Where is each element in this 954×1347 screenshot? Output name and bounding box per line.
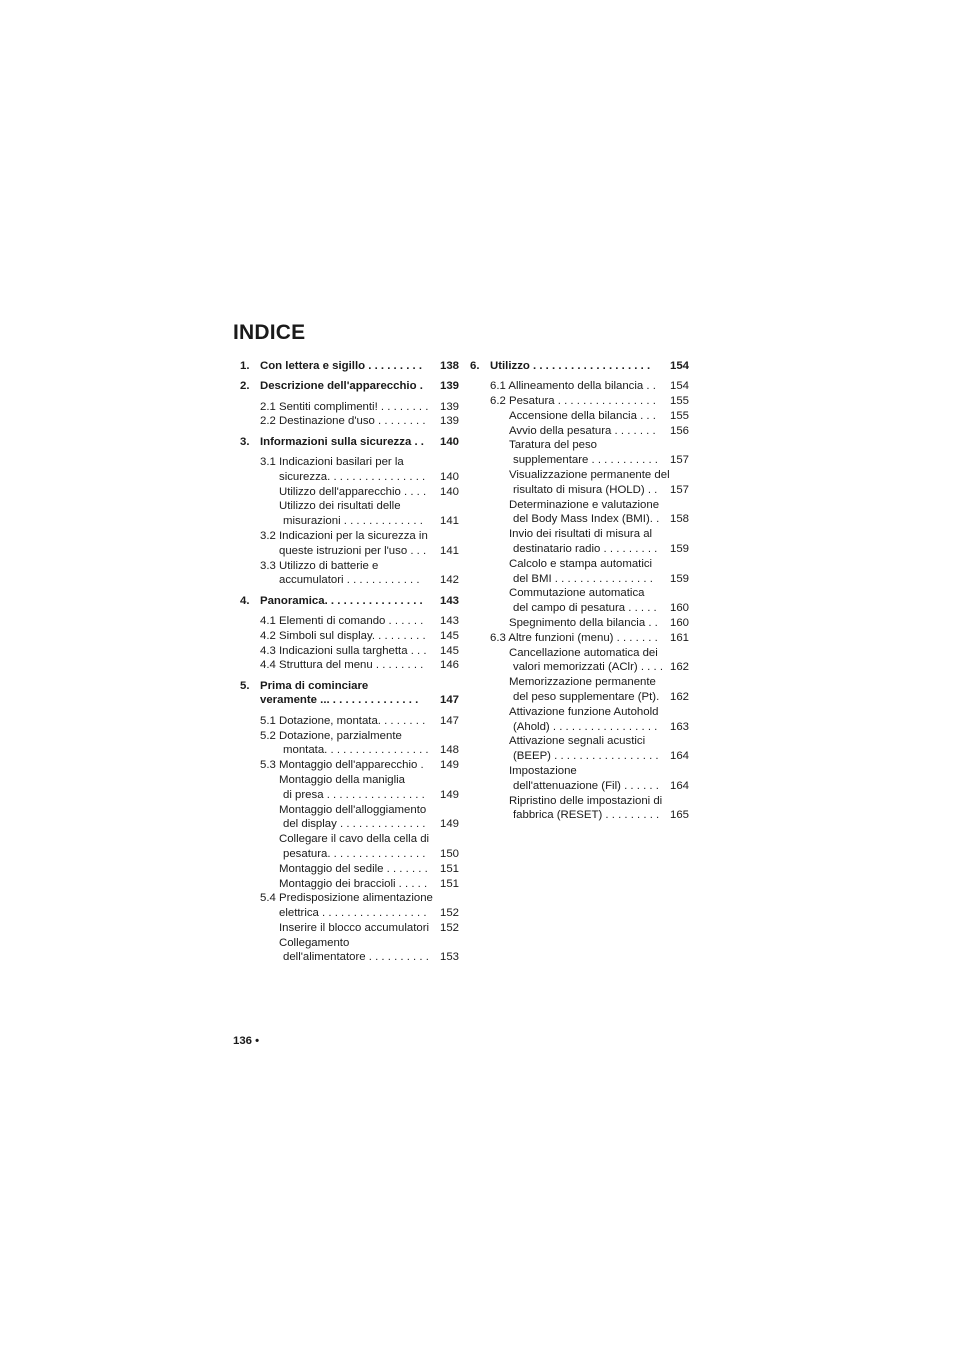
toc-entry-text: 6.3 Altre funzioni (menu) . . . . . . . — [490, 631, 658, 644]
toc-entry-text: Montaggio dei braccioli . . . . . — [279, 877, 428, 890]
toc-entry-page: 150 — [439, 847, 459, 860]
toc-entry — [470, 720, 689, 735]
toc-entry — [240, 714, 459, 729]
toc-entry — [470, 572, 689, 587]
toc-entry-page: 161 — [669, 631, 689, 644]
toc-entry — [470, 646, 689, 661]
toc-entry-text: Commutazione automatica — [509, 587, 645, 600]
toc-entry-text: veramente ... . . . . . . . . . . . . . . — [260, 694, 419, 707]
toc-entry — [240, 862, 459, 877]
toc-entry-text: Attivazione segnali acustici — [509, 735, 646, 748]
toc-entry-number: 5. — [240, 679, 250, 692]
toc-entry-text: 2.2 Destinazione d'uso . . . . . . . . — [260, 415, 426, 428]
toc-entry-text: 3.3 Utilizzo di batterie e — [260, 559, 379, 572]
toc-entry — [240, 573, 459, 588]
toc-entry-text: Cancellazione automatica dei — [509, 646, 658, 659]
toc-entry-page: 141 — [439, 544, 459, 557]
toc-entry — [470, 631, 689, 646]
toc-entry-text: Ripristino delle impostazioni di — [509, 794, 663, 807]
toc-entry — [240, 773, 459, 788]
toc-entry-number: 6. — [470, 360, 480, 372]
toc-entry-text: Determinazione e valutazione — [509, 498, 660, 511]
toc-entry-text: 4.1 Elementi di comando . . . . . . — [260, 614, 424, 627]
toc-entry-text: sicurezza. . . . . . . . . . . . . . . . — [279, 470, 426, 483]
toc-entry-page: 143 — [439, 614, 459, 627]
toc-entry-page: 154 — [669, 380, 689, 393]
toc-entry-text: 6.1 Allineamento della bilancia . . — [490, 380, 656, 393]
toc-entry-text: 4.4 Struttura del menu . . . . . . . . — [260, 659, 424, 672]
toc-entry-page: 148 — [439, 744, 459, 757]
toc-entry-page: 164 — [669, 750, 689, 763]
toc-entry — [240, 658, 459, 673]
toc-entry — [470, 764, 689, 779]
toc-entry-page: 157 — [669, 454, 689, 467]
toc-entry-page: 149 — [439, 788, 459, 801]
toc-entry — [240, 470, 459, 485]
toc-entry — [240, 803, 459, 818]
toc-entry — [470, 453, 689, 468]
toc-entry-text: misurazioni . . . . . . . . . . . . . — [283, 515, 423, 528]
toc-entry-text: accumulatori . . . . . . . . . . . . — [279, 574, 420, 587]
toc-entry-text: Avvio della pesatura . . . . . . . — [509, 424, 656, 437]
toc-entry-text: Descrizione dell'apparecchio . — [260, 380, 423, 393]
toc-entry-page: 143 — [439, 594, 459, 607]
toc-entry-text: 3.2 Indicazioni per la sicurezza in — [260, 529, 428, 542]
toc-entry-text: Inserire il blocco accumulatori — [279, 921, 430, 934]
toc-entry-page: 147 — [439, 714, 459, 727]
toc-entry-text: 4.2 Simboli sul display. . . . . . . . . — [260, 629, 426, 642]
toc-entry — [470, 586, 689, 601]
toc-left-column — [240, 359, 459, 965]
toc-entry-text: dell'alimentatore . . . . . . . . . . — [283, 951, 429, 964]
toc-entry-text: del campo di pesatura . . . . . — [513, 602, 657, 615]
toc-entry-page: 154 — [669, 360, 689, 372]
toc-entry-text: elettrica . . . . . . . . . . . . . . . . . — [279, 907, 427, 920]
toc-entry-page: 164 — [669, 779, 689, 792]
toc-entry — [470, 359, 689, 374]
toc-entry-page: 155 — [669, 409, 689, 422]
toc-entry-page: 156 — [669, 424, 689, 437]
toc-entry — [470, 808, 689, 823]
toc-entry — [470, 542, 689, 557]
toc-entry-page: 140 — [439, 470, 459, 483]
toc-entry-text: risultato di misura (HOLD) . . — [513, 483, 658, 496]
toc-entry-text: del BMI . . . . . . . . . . . . . . . . — [513, 572, 653, 585]
toc-entry-page: 147 — [439, 694, 459, 707]
toc-entry-text: (BEEP) . . . . . . . . . . . . . . . . . — [513, 750, 659, 763]
toc-entry — [470, 601, 689, 616]
toc-entry — [240, 788, 459, 803]
toc-entry-page: 159 — [669, 572, 689, 585]
toc-entry — [240, 559, 459, 574]
toc-entry — [240, 891, 459, 906]
toc-entry — [470, 705, 689, 720]
toc-entry-page: 153 — [439, 951, 459, 964]
toc-entry — [240, 906, 459, 921]
toc-entry — [240, 817, 459, 832]
toc-entry — [240, 921, 459, 936]
toc-entry-text: 2.1 Sentiti complimenti! . . . . . . . . — [260, 400, 429, 413]
toc-entry-text: Impostazione — [509, 765, 577, 778]
toc-right-column — [470, 359, 689, 823]
toc-entry-text: di presa . . . . . . . . . . . . . . . . — [283, 788, 425, 801]
toc-entry — [240, 729, 459, 744]
toc-entry-text: Calcolo e stampa automatici — [509, 557, 653, 570]
toc-entry-text: montata. . . . . . . . . . . . . . . . . — [283, 744, 429, 757]
toc-entry — [470, 483, 689, 498]
toc-entry-text: Collegare il cavo della cella di — [279, 833, 430, 846]
toc-entry-text: destinatario radio . . . . . . . . . — [513, 543, 658, 556]
toc-entry — [240, 400, 459, 415]
toc-entry-text: Accensione della bilancia . . . — [509, 409, 656, 422]
toc-entry-page: 152 — [439, 921, 459, 934]
toc-entry — [470, 616, 689, 631]
toc-entry-page: 163 — [669, 720, 689, 733]
toc-entry — [240, 877, 459, 892]
toc-entry — [470, 468, 689, 483]
toc-entry — [240, 514, 459, 529]
toc-entry — [240, 693, 459, 708]
toc-entry — [240, 936, 459, 951]
toc-entry-text: Montaggio del sedile . . . . . . . — [279, 862, 428, 875]
toc-entry-number: 4. — [240, 594, 250, 607]
toc-entry-text: Montaggio della maniglia — [279, 773, 406, 786]
toc-entry — [240, 359, 459, 374]
toc-entry — [240, 629, 459, 644]
toc-entry-page: 142 — [439, 574, 459, 587]
toc-entry-page: 160 — [669, 617, 689, 630]
toc-entry-page: 162 — [669, 661, 689, 674]
toc-entry-text: Collegamento — [279, 936, 350, 949]
toc-entry-text: dell'attenuazione (Fil) . . . . . . — [513, 779, 659, 792]
toc-entry-page: 162 — [669, 691, 689, 704]
toc-entry-number: 3. — [240, 435, 250, 448]
toc-entry — [240, 485, 459, 500]
toc-entry-page: 160 — [669, 602, 689, 615]
toc-entry-text: Informazioni sulla sicurezza . . — [260, 435, 424, 448]
toc-entry — [470, 379, 689, 394]
toc-entry — [240, 379, 459, 394]
toc-entry-page: 141 — [439, 515, 459, 528]
toc-entry — [240, 594, 459, 609]
toc-entry-text: Taratura del peso — [509, 439, 598, 452]
toc-entry — [240, 950, 459, 965]
toc-entry-page: 145 — [439, 629, 459, 642]
toc-entry — [240, 544, 459, 559]
toc-entry-text: Montaggio dell'alloggiamento — [279, 803, 427, 816]
toc-entry-page: 140 — [439, 435, 459, 448]
toc-entry — [470, 660, 689, 675]
toc-entry — [240, 614, 459, 629]
toc-entry — [470, 749, 689, 764]
toc-entry — [470, 690, 689, 705]
toc-entry-text: Invio dei risultati di misura al — [509, 528, 653, 541]
toc-entry — [470, 794, 689, 809]
toc-entry — [470, 512, 689, 527]
toc-entry-page: 159 — [669, 543, 689, 556]
toc-entry-page: 151 — [439, 877, 459, 890]
toc-entry-text: pesatura. . . . . . . . . . . . . . . . — [283, 847, 426, 860]
toc-entry-number: 2. — [240, 380, 250, 393]
toc-entry — [470, 498, 689, 513]
toc-entry-page: 139 — [439, 380, 459, 393]
toc-entry-text: valori memorizzati (AClr) . . . . — [513, 661, 663, 674]
toc-entry-text: Utilizzo . . . . . . . . . . . . . . . . . . . — [490, 360, 651, 372]
toc-entry-page: 146 — [439, 659, 459, 672]
toc-entry-text: 4.3 Indicazioni sulla targhetta . . . — [260, 644, 427, 657]
toc-entry-page: 157 — [669, 483, 689, 496]
toc-entry-text: Memorizzazione permanente — [509, 676, 656, 689]
toc-entry-page: 138 — [439, 360, 459, 372]
toc-entry-text: Visualizzazione permanente del — [509, 469, 670, 482]
toc-entry-text: Spegnimento della bilancia . . — [509, 617, 658, 630]
toc-entry — [240, 529, 459, 544]
toc-entry-page: 165 — [669, 809, 689, 822]
toc-entry-text: 5.1 Dotazione, montata. . . . . . . . — [260, 714, 426, 727]
toc-entry — [470, 409, 689, 424]
toc-entry — [240, 414, 459, 429]
toc-entry — [470, 394, 689, 409]
toc-entry-page: 152 — [439, 907, 459, 920]
toc-entry-text: del Body Mass Index (BMI). . — [513, 513, 660, 526]
toc-entry — [470, 675, 689, 690]
toc-entry-page: 139 — [439, 415, 459, 428]
toc-entry-page: 155 — [669, 395, 689, 408]
toc-entry-text: 5.2 Dotazione, parzialmente — [260, 729, 402, 742]
toc-entry-text: fabbrica (RESET) . . . . . . . . . — [513, 809, 660, 822]
toc-entry — [240, 435, 459, 450]
toc-entry-page: 149 — [439, 759, 459, 772]
toc-entry — [470, 424, 689, 439]
toc-entry-text: del peso supplementare (Pt). — [513, 691, 660, 704]
toc-entry — [240, 847, 459, 862]
toc-entry-text: Utilizzo dei risultati delle — [279, 500, 401, 513]
toc-entry-number: 1. — [240, 360, 250, 372]
toc-entry — [240, 679, 459, 694]
toc-entry-page: 151 — [439, 862, 459, 875]
toc-entry — [240, 758, 459, 773]
toc-entry — [470, 557, 689, 572]
toc-entry — [240, 455, 459, 470]
toc-entry-text: 3.1 Indicazioni basilari per la — [260, 455, 404, 468]
toc-entry-page: 149 — [439, 818, 459, 831]
toc-entry-text: del display . . . . . . . . . . . . . . — [283, 818, 426, 831]
page-title: INDICE — [233, 321, 306, 344]
toc-entry-text: (Ahold) . . . . . . . . . . . . . . . . . — [513, 720, 658, 733]
toc-entry-text: Con lettera e sigillo . . . . . . . . . — [260, 360, 423, 372]
toc-entry-text: Attivazione funzione Autohold — [509, 705, 659, 718]
toc-entry-text: Utilizzo dell'apparecchio . . . . — [279, 485, 427, 498]
toc-entry — [470, 734, 689, 749]
toc-entry — [470, 438, 689, 453]
toc-entry-text: 5.4 Predisposizione alimentazione — [260, 892, 433, 905]
toc-entry — [470, 527, 689, 542]
toc-entry-text: 6.2 Pesatura . . . . . . . . . . . . . . . . — [490, 395, 656, 408]
toc-entry — [240, 743, 459, 758]
toc-entry-page: 140 — [439, 485, 459, 498]
toc-entry-text: 5.3 Montaggio dell'apparecchio . — [260, 759, 424, 772]
toc-entry-text: supplementare . . . . . . . . . . . — [513, 454, 658, 467]
toc-entry-text: Panoramica. . . . . . . . . . . . . . . . — [260, 594, 423, 607]
toc-entry — [470, 779, 689, 794]
toc-entry-text: queste istruzioni per l'uso . . . — [279, 544, 427, 557]
toc-entry-page: 139 — [439, 400, 459, 413]
toc-entry-page: 158 — [669, 513, 689, 526]
toc-entry-page: 145 — [439, 644, 459, 657]
toc-entry-text: Prima di cominciare — [260, 679, 369, 692]
toc-entry — [240, 832, 459, 847]
toc-entry — [240, 499, 459, 514]
toc-entry — [240, 644, 459, 659]
page-number: 136 • — [233, 1035, 260, 1047]
